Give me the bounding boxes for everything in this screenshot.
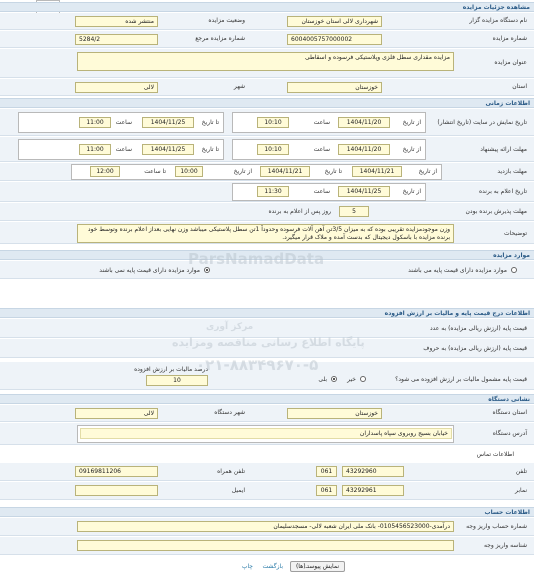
mobile-field: 09169811206 — [75, 466, 158, 477]
addr-province-label: استان دستگاه — [492, 409, 527, 416]
publish-from-text: از تاریخ — [402, 119, 421, 126]
base-price-label: قیمت پایه (ارزش ریالی مزایده) به عدد — [429, 325, 527, 332]
addr-city-field: لالی — [75, 408, 158, 419]
status-label: وضعیت مزایده — [208, 17, 245, 24]
publish-to-time: 11:00 — [79, 117, 111, 128]
section-header-time: اطلاعات زمانی — [0, 98, 534, 108]
radio-vat-no[interactable] — [360, 376, 366, 382]
section-header-contact: اطلاعات تماس — [476, 451, 514, 458]
addr-field: خیابان بسیج روبروی سپاه پاسداران — [80, 428, 452, 439]
publish-from-date: 1404/11/20 — [338, 117, 390, 128]
account-field: درآمدی-0105456523000- بانک ملی ایران شعبه لالی- مسجدسلیمان — [77, 521, 454, 532]
doc-from-date: 1404/11/20 — [338, 144, 390, 155]
radio-has-price[interactable] — [511, 267, 517, 273]
phone-code-field: 061 — [316, 466, 337, 477]
vat-question-label: قیمت پایه مشمول مالیات بر ارزش افزوده می شود؟ — [395, 376, 527, 383]
has-price-label: موارد مزایده دارای قیمت پایه می باشند — [408, 267, 507, 274]
doc-to-date: 1404/11/25 — [142, 144, 194, 155]
watermark-brand: ParsNamadData — [188, 250, 325, 268]
organizer-label: نام دستگاه مزایده گزار — [469, 17, 527, 24]
visit-to-text: تا تاریخ — [324, 168, 342, 175]
doc-from-hour-text: ساعت — [313, 146, 330, 153]
visit-to-hour-text: تا ساعت — [144, 168, 166, 175]
section-header-price: اطلاعات درج قیمت پایه و مالیات بر ارزش افزوده — [0, 308, 534, 318]
back-link[interactable]: بازگشت — [262, 563, 283, 570]
visit-to-date: 1404/11/21 — [260, 166, 310, 177]
no-price-label: موارد مزایده دارای قیمت پایه نمی باشند — [99, 267, 200, 274]
organizer-field: شهرداری لالی استان خوزستان — [287, 16, 382, 27]
publish-label: تاریخ نمایش در سایت (تاریخ انتشار) — [437, 119, 527, 126]
watermark-tagline: پایگاه اطلاع رسانی مناقصه ومزایده — [172, 336, 365, 349]
visit-from-date: 1404/11/21 — [352, 166, 402, 177]
accept-label: مهلت پذیرش برنده بودن — [465, 208, 527, 215]
radio-vat-yes[interactable] — [331, 376, 337, 382]
publish-to-date: 1404/11/25 — [142, 117, 194, 128]
city-label: شهر — [233, 83, 245, 90]
fax-label: نمابر — [515, 487, 527, 494]
vat-percent-field: 10 — [146, 375, 208, 386]
doc-to-hour-text: ساعت — [115, 146, 132, 153]
phone-label: تلفن — [515, 468, 527, 475]
winner-label: تاریخ اعلام به برنده — [478, 188, 527, 195]
section-header-items: موارد مزایده — [0, 250, 534, 260]
visit-to-time: 12:00 — [90, 166, 120, 177]
radio-no-price[interactable] — [204, 267, 210, 273]
province-field: خوزستان — [287, 82, 382, 93]
attachment-button[interactable]: نمایش پیوستـ(ها) — [290, 561, 345, 572]
title-label: عنوان مزایده — [494, 59, 527, 66]
accept-suffix: روز پس از اعلام به برنده — [268, 208, 331, 215]
fax-code-field: 061 — [316, 485, 337, 496]
winner-hour-text: ساعت — [313, 188, 330, 195]
winner-time: 11:30 — [257, 186, 289, 197]
doc-from-time: 10:10 — [257, 144, 289, 155]
notes-field: وزن موجودمزایده تقریبی بوده که به میزان 3/5تن آهن آلات فرسوده وحدوداً 1تن سطل پلاستیکی میباشد وزن نهایی بعداز اعلام برنده وتوسط خود برنده مزایده با باسکول دیجیتال که بدست آمده و ملاک قرار میگیرد. — [77, 224, 454, 243]
doc-from-text: از تاریخ — [402, 146, 421, 153]
publish-to-hour-text: ساعت — [115, 119, 132, 126]
print-link[interactable]: چاپ — [241, 563, 253, 570]
addr-province-field: خوزستان — [287, 408, 382, 419]
phone-field: 43292960 — [342, 466, 404, 477]
watermark-phone: ۰۲۱-۸۸۳۴۹۶۷۰-۵ — [196, 356, 319, 374]
number-field: 6004005757000002 — [287, 34, 382, 45]
shaba-label: شناسه واریز وجه — [484, 542, 527, 549]
email-field — [75, 485, 158, 496]
city-field: لالی — [75, 82, 158, 93]
publish-from-hour-text: ساعت — [313, 119, 330, 126]
addr-city-label: شهر دستگاه — [214, 409, 245, 416]
publish-from-time: 10:10 — [257, 117, 289, 128]
province-label: استان — [512, 83, 527, 90]
winner-date: 1404/11/25 — [338, 186, 390, 197]
account-label: شماره حساب واریز وجه — [466, 523, 527, 530]
visit-from-time: 10:00 — [175, 166, 203, 177]
base-words-label: قیمت پایه (ارزش ریالی مزایده) به حروف — [423, 345, 527, 352]
ref-number-field: 5284/2 — [75, 34, 158, 45]
section-header-account: اطلاعات حساب — [0, 507, 534, 517]
row-accept — [0, 203, 534, 221]
fax-field: 43292961 — [342, 485, 404, 496]
doc-to-time: 11:00 — [79, 144, 111, 155]
shaba-field — [77, 540, 454, 551]
vat-percent-label: درصد مالیات بر ارزش افزوده — [134, 366, 208, 373]
section-header-address: نشانی دستگاه — [0, 394, 534, 404]
visit-from-text: از تاریخ — [418, 168, 437, 175]
email-label: ایمیل — [231, 487, 245, 494]
addr-label: آدرس دستگاه — [492, 430, 527, 437]
watermark-center: مرکز آوری — [206, 322, 254, 332]
number-label: شماره مزایده — [492, 35, 527, 42]
winner-from-text: از تاریخ — [402, 188, 421, 195]
visit-from-hour-text: از تاریخ — [233, 168, 252, 175]
vat-yes-label: بلی — [318, 376, 327, 383]
publish-to-text: تا تاریخ — [201, 119, 219, 126]
accept-days-field: 5 — [339, 206, 369, 217]
title-field: مزایده مقداری سطل فلزی وپلاستیکی فرسوده و اسقاطی — [77, 52, 454, 71]
visit-label: مهلت بازدید — [497, 168, 527, 175]
ref-number-label: شماره مزایده مرجع — [195, 35, 245, 42]
status-field: منتشر شده — [75, 16, 158, 27]
doc-to-text: تا تاریخ — [201, 146, 219, 153]
notes-label: توضیحات — [503, 230, 527, 237]
mobile-label: تلفن همراه — [217, 468, 245, 475]
section-header-view: مشاهده جزئیات مزایده — [0, 2, 534, 12]
doc-deadline-label: مهلت ارائه پیشنهاد — [480, 146, 527, 153]
vat-no-label: خیر — [347, 376, 356, 383]
